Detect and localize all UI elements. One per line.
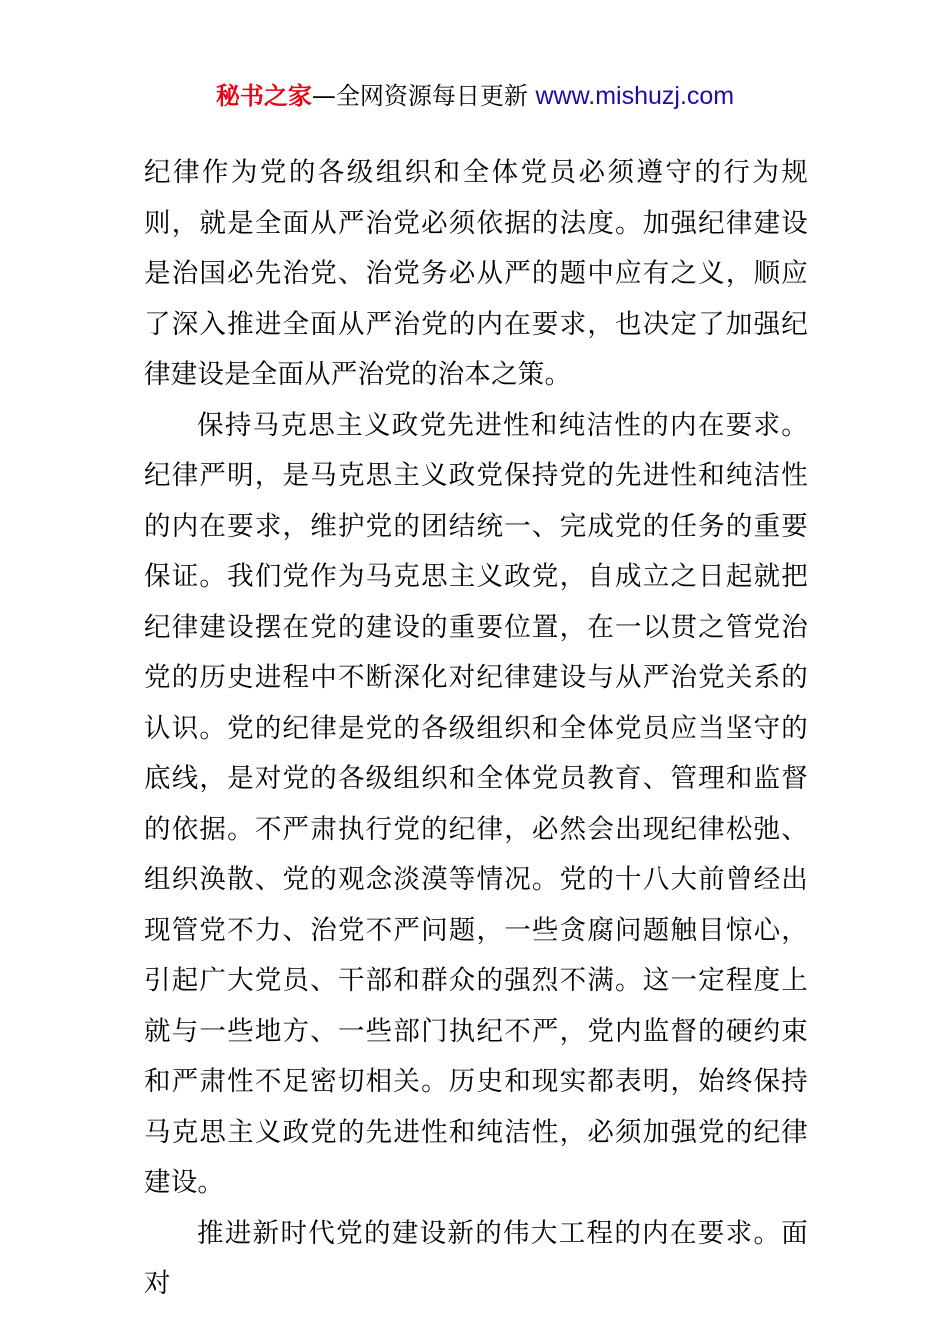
paragraph-1: 纪律作为党的各级组织和全体党员必须遵守的行为规则，就是全面从严治党必须依据的法度。加强纪律建设是治国必先治党、治党务必从严的题中应有之义，顺应了深入推进全面从严治党的内在要求，也决定了加强纪律建设是全面从严治党的治本之策。 [144,157,808,390]
paragraph-3: 推进新时代党的建设新的伟大工程的内在要求。面对 [144,1217,808,1299]
site-url-link[interactable]: www.mishuzj.com [535,82,735,110]
brand-name: 秘书之家 [215,82,312,110]
header-tagline: —全网资源每日更新 [311,82,536,110]
paragraph-2: 保持马克思主义政党先进性和纯洁性的内在要求。纪律严明，是马克思主义政党保持党的先进性和纯洁性的内在要求，维护党的团结统一、完成党的任务的重要保证。我们党作为马克思主义政党，自成立之日起就把纪律建设摆在党的建设的重要位置，在一以贯之管党治党的历史进程中不断深化对纪律建设与从严治党关系的认识。党的纪律是党的各级组织和全体党员应当坚守的底线，是对党的各级组织和全体党员教育、管理和监督的依据。不严肃执行党的纪律，必然会出现纪律松弛、组织涣散、党的观念淡漠等情况。党的十八大前曾经出现管党不力、治党不严问题，一些贪腐问题触目惊心，引起广大党员、干部和群众的强烈不满。这一定程度上就与一些地方、一些部门执纪不严，党内监督的硬约束和严肃性不足密切相关。历史和现实都表明，始终保持马克思主义政党的先进性和纯洁性，必须加强党的纪律建设。 [144,409,808,1198]
page-header [0,80,950,112]
document-body [144,148,808,1310]
